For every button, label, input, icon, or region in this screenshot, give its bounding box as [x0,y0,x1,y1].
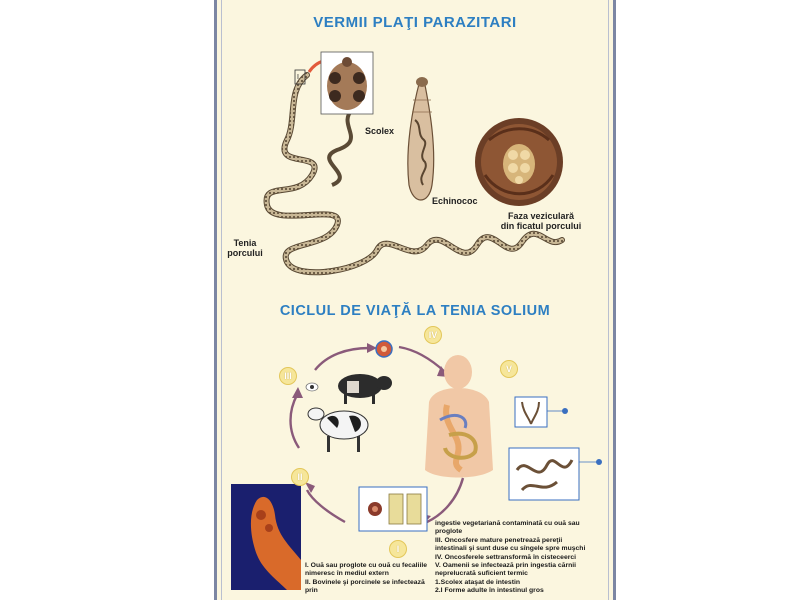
legend-line: ingestie vegetariană contaminată cu ouă sau [435,520,580,527]
legend-line: 2.I Forme adulte în intestinul gros [435,587,544,595]
label-faza-line1: Faza veziculară [507,211,575,221]
label-faza-veziculara [487,211,595,231]
label-tenia-line2: porcului [227,248,263,258]
pig-illustration [338,374,392,404]
legend-line: II. Bovinele şi porcinele se infectează prin [305,578,425,595]
stage-badge-iv: IV [424,326,442,344]
inset-adult-worms [509,448,579,500]
echinococcus-illustration [408,77,434,200]
legend-left [305,562,433,596]
label-scolex: Scolex [365,126,395,136]
stage-badge-iii: III [279,367,297,385]
stage-badge-v: V [500,360,518,378]
label-tenia-line1: Tenia [233,238,257,248]
legend-line: intestinali şi sunt duse cu sîngele spre muşchi [435,545,586,553]
scolex-inset [321,52,373,114]
poster [214,0,616,600]
legend-line: I. Ouă sau proglote cu ouă cu fecaliile [305,562,427,569]
vesicular-phase-illustration [475,118,563,206]
legend-line: nimeresc în mediul extern [305,570,389,578]
legend-line: III. Oncosfere mature penetrează pereţii [435,536,563,544]
cycle-title: CICLUL DE VIAŢĂ LA TENIA SOLIUM [279,303,551,319]
cow-illustration [308,408,368,452]
legend-line: 1.Scolex ataşat de intestin [435,578,520,586]
legend-line: V. Oamenii se infectează prin ingestia cărnii [435,562,577,570]
label-faza-line2: din ficatul porcului [500,221,582,231]
marker-label: I [297,74,299,81]
illustrations [217,0,616,600]
human-torso-illustration [425,355,493,478]
label-echinococ: Echinococ [432,196,478,206]
legend-right [435,520,611,596]
legend-line: IV. Oncosferele settransformă în cisteceerci [435,553,577,561]
legend-line: neprelucrată suficient termic [435,570,528,578]
stage-badge-i: I [389,540,407,558]
scolex-photo [231,484,301,590]
stage-badge-ii: II [291,468,309,486]
label-tenia [223,238,267,258]
legend-line: proglote [435,528,463,536]
poster-title: VERMII PLAŢI PARAZITARI [313,14,517,31]
